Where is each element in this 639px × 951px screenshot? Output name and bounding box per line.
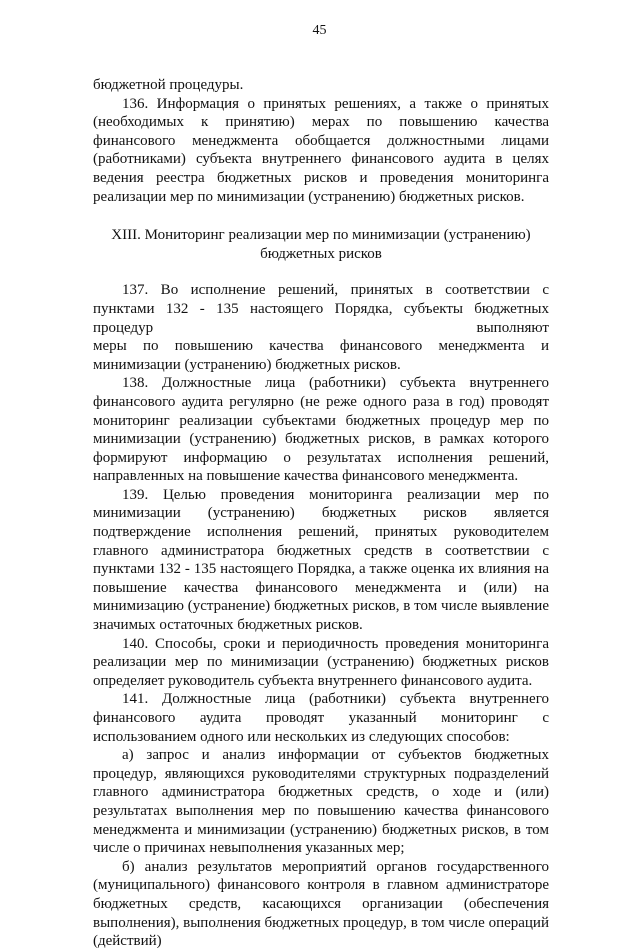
section-heading-line1: XIII. Мониторинг реализации мер по минимизации (устранению) <box>111 227 531 244</box>
paragraph-137-cont: меры по повышению качества финансового менеджмента и минимизации (устранению) бюджетных рисков. <box>93 338 549 373</box>
paragraph-136: 136. Информация о принятых решениях, а также о принятых (необходимых к принятию) мерах по повышению качества финансового менеджмента обобщается должностными лицами (работниками) субъекта внутреннего финансового аудита в целях ведения реестра бюджетных рисков и проведения мониторинга реализации мер по минимизации (устранению) бюджетных рисков. <box>93 95 549 205</box>
section-heading <box>93 226 549 263</box>
section-heading-line2: бюджетных рисков <box>260 245 382 262</box>
paragraph-138: 138. Должностные лица (работники) субъекта внутреннего финансового аудита регулярно (не реже одного раза в год) проводят мониторинг реализации субъектами бюджетных процедур мер по минимизации (устранению) бюджетных рисков, в рамках которого формируют информацию о результатах исполнения решений, направленных на повышение качества финансового менеджмента. <box>93 375 549 485</box>
paragraph-137: 137. Во исполнение решений, принятых в соответствии с пунктами 132 - 135 настоящего Порядка, субъекты бюджетных процедур выполняют <box>93 282 549 336</box>
paragraph-continuation: бюджетной процедуры. <box>93 77 244 93</box>
paragraph-141-a: а) запрос и анализ информации от субъектов бюджетных процедур, являющихся руководителями структурных подразделений главного администратора бюджетных средств, о ходе и (или) результатах выполнения мер по повышению качества финансового менеджмента и минимизации (устранению) бюджетных рисков, в том числе о причинах невыполнения указанных мер; <box>93 747 549 857</box>
paragraph-140: 140. Способы, сроки и периодичность проведения мониторинга реализации мер по минимизации (устранению) бюджетных рисков определяет руководитель субъекта внутреннего финансового аудита. <box>93 635 549 689</box>
paragraph-141-b: б) анализ результатов мероприятий органов государственного (муниципального) финансового контроля в главном администраторе бюджетных средств, касающихся организации (обеспечения выполнения), выполнения бюджетных процедур, в том числе операций (действий) <box>93 858 549 950</box>
paragraph-139: 139. Целью проведения мониторинга реализации мер по минимизации (устранению) бюджетных рисков является подтверждение исполнения решений, принятых руководителем главного администратора бюджетных средств в соответствии с пунктами 132 - 135 настоящего Порядка, а также оценка их влияния на повышение качества финансового менеджмента и (или) на минимизацию (устранение) бюджетных рисков, в том числе выявление значимых остаточных бюджетных рисков. <box>93 486 549 634</box>
page-number: 45 <box>312 23 327 38</box>
document-body <box>93 76 549 951</box>
paragraph-141: 141. Должностные лица (работники) субъекта внутреннего финансового аудита проводят указанный мониторинг с использованием одного или нескольких из следующих способов: <box>93 691 549 745</box>
